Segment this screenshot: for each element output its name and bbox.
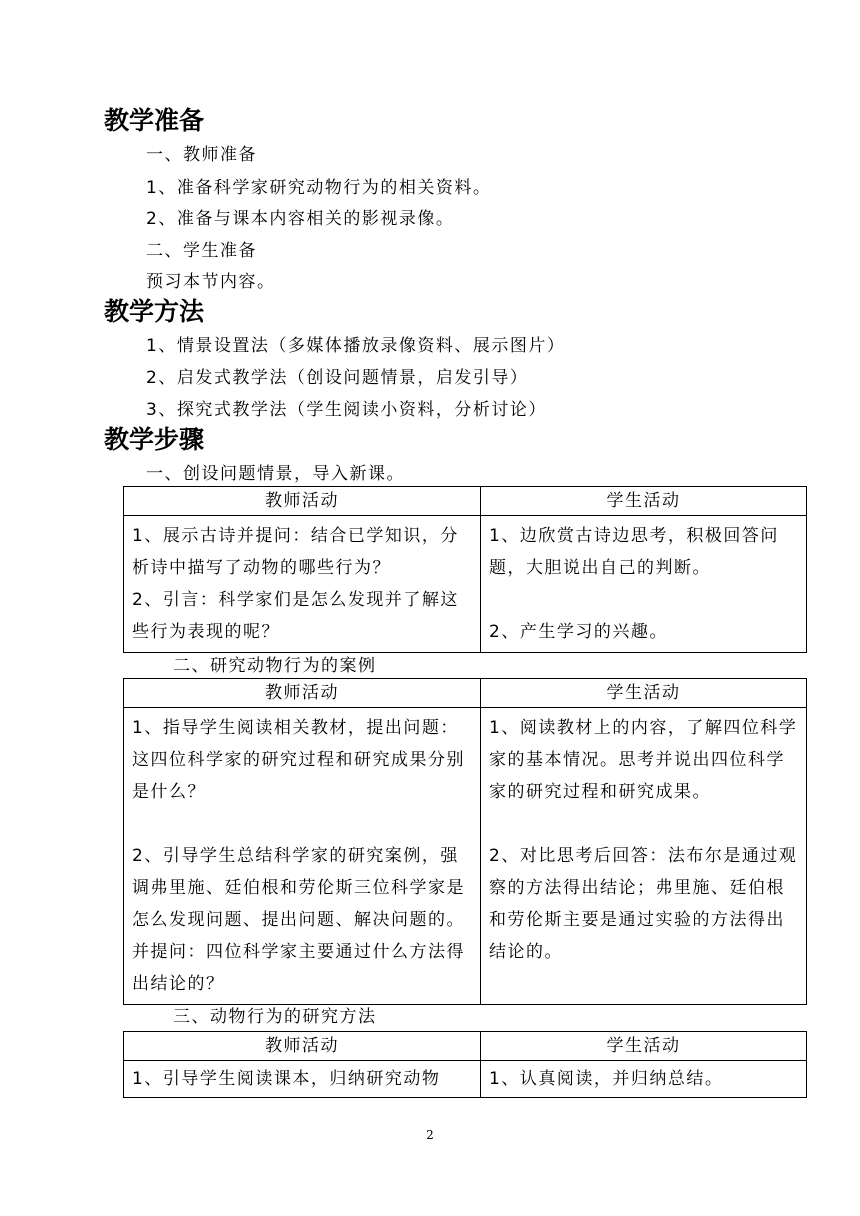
prep-line-5: 预习本节内容。 (146, 272, 276, 292)
section-title-prep: 教学准备 (104, 106, 205, 135)
step2-teacher-cell (124, 708, 481, 1005)
step1-teacher-cell (124, 516, 481, 653)
step2-table (123, 678, 807, 1005)
step1-col-student: 学生活动 (481, 487, 807, 516)
step2-student-b: 2、对比思考后回答：法布尔是通过观察的方法得出结论；弗里施、廷伯根和劳伦斯主要是通过实验的方法得出结论的。 (489, 846, 798, 962)
step3-table (123, 1031, 807, 1098)
prep-line-3: 2、准备与课本内容相关的影视录像。 (146, 209, 455, 229)
step1-teacher-a: 1、展示古诗并提问：结合已学知识，分析诗中描写了动物的哪些行为？ (132, 526, 459, 578)
prep-line-1: 一、教师准备 (146, 145, 257, 165)
section-title-steps: 教学步骤 (104, 425, 205, 454)
step2-teacher-a: 1、指导学生阅读相关教材，提出问题：这四位科学家的研究过程和研究成果分别是什么？ (132, 718, 465, 802)
method-line-2: 2、启发式教学法（创设问题情景，启发引导） (146, 368, 529, 388)
step1-col-teacher: 教师活动 (124, 487, 481, 516)
method-line-1: 1、情景设置法（多媒体播放录像资料、展示图片） (146, 336, 566, 356)
step2-heading: 二、研究动物行为的案例 (173, 656, 377, 676)
step1-student-cell (481, 516, 807, 653)
prep-line-2: 1、准备科学家研究动物行为的相关资料。 (146, 178, 492, 198)
step2-student-a: 1、阅读教材上的内容，了解四位科学家的基本情况。思考并说出四位科学家的研究过程和研究成果。 (489, 718, 798, 802)
step2-teacher-b: 2、引导学生总结科学家的研究案例，强调弗里施、廷伯根和劳伦斯三位科学家是怎么发现问题、提出问题、解决问题的。并提问：四位科学家主要通过什么方法得出结论的？ (132, 846, 465, 994)
step1-student-b: 2、产生学习的兴趣。 (489, 622, 668, 642)
step3-student-cell (481, 1061, 807, 1098)
step1-table (123, 486, 807, 653)
prep-line-4: 二、学生准备 (146, 241, 257, 261)
page-number: 2 (426, 1128, 434, 1142)
step1-student-a: 1、边欣赏古诗边思考，积极回答问题，大胆说出自己的判断。 (489, 526, 779, 578)
step3-teacher-cell (124, 1061, 481, 1098)
step3-col-teacher: 教师活动 (124, 1032, 481, 1061)
section-title-method: 教学方法 (104, 297, 205, 326)
step3-student-a: 1、认真阅读，并归纳总结。 (489, 1069, 724, 1089)
step3-heading: 三、动物行为的研究方法 (173, 1007, 377, 1027)
step2-col-student: 学生活动 (481, 679, 807, 708)
step2-student-cell (481, 708, 807, 1005)
step2-col-teacher: 教师活动 (124, 679, 481, 708)
method-line-3: 3、探究式教学法（学生阅读小资料，分析讨论） (146, 400, 547, 420)
step3-teacher-a: 1、引导学生阅读课本，归纳研究动物 (132, 1069, 441, 1089)
step1-heading: 一、创设问题情景，导入新课。 (146, 464, 405, 484)
step3-col-student: 学生活动 (481, 1032, 807, 1061)
step1-teacher-b: 2、引言：科学家们是怎么发现并了解这些行为表现的呢？ (132, 590, 459, 642)
